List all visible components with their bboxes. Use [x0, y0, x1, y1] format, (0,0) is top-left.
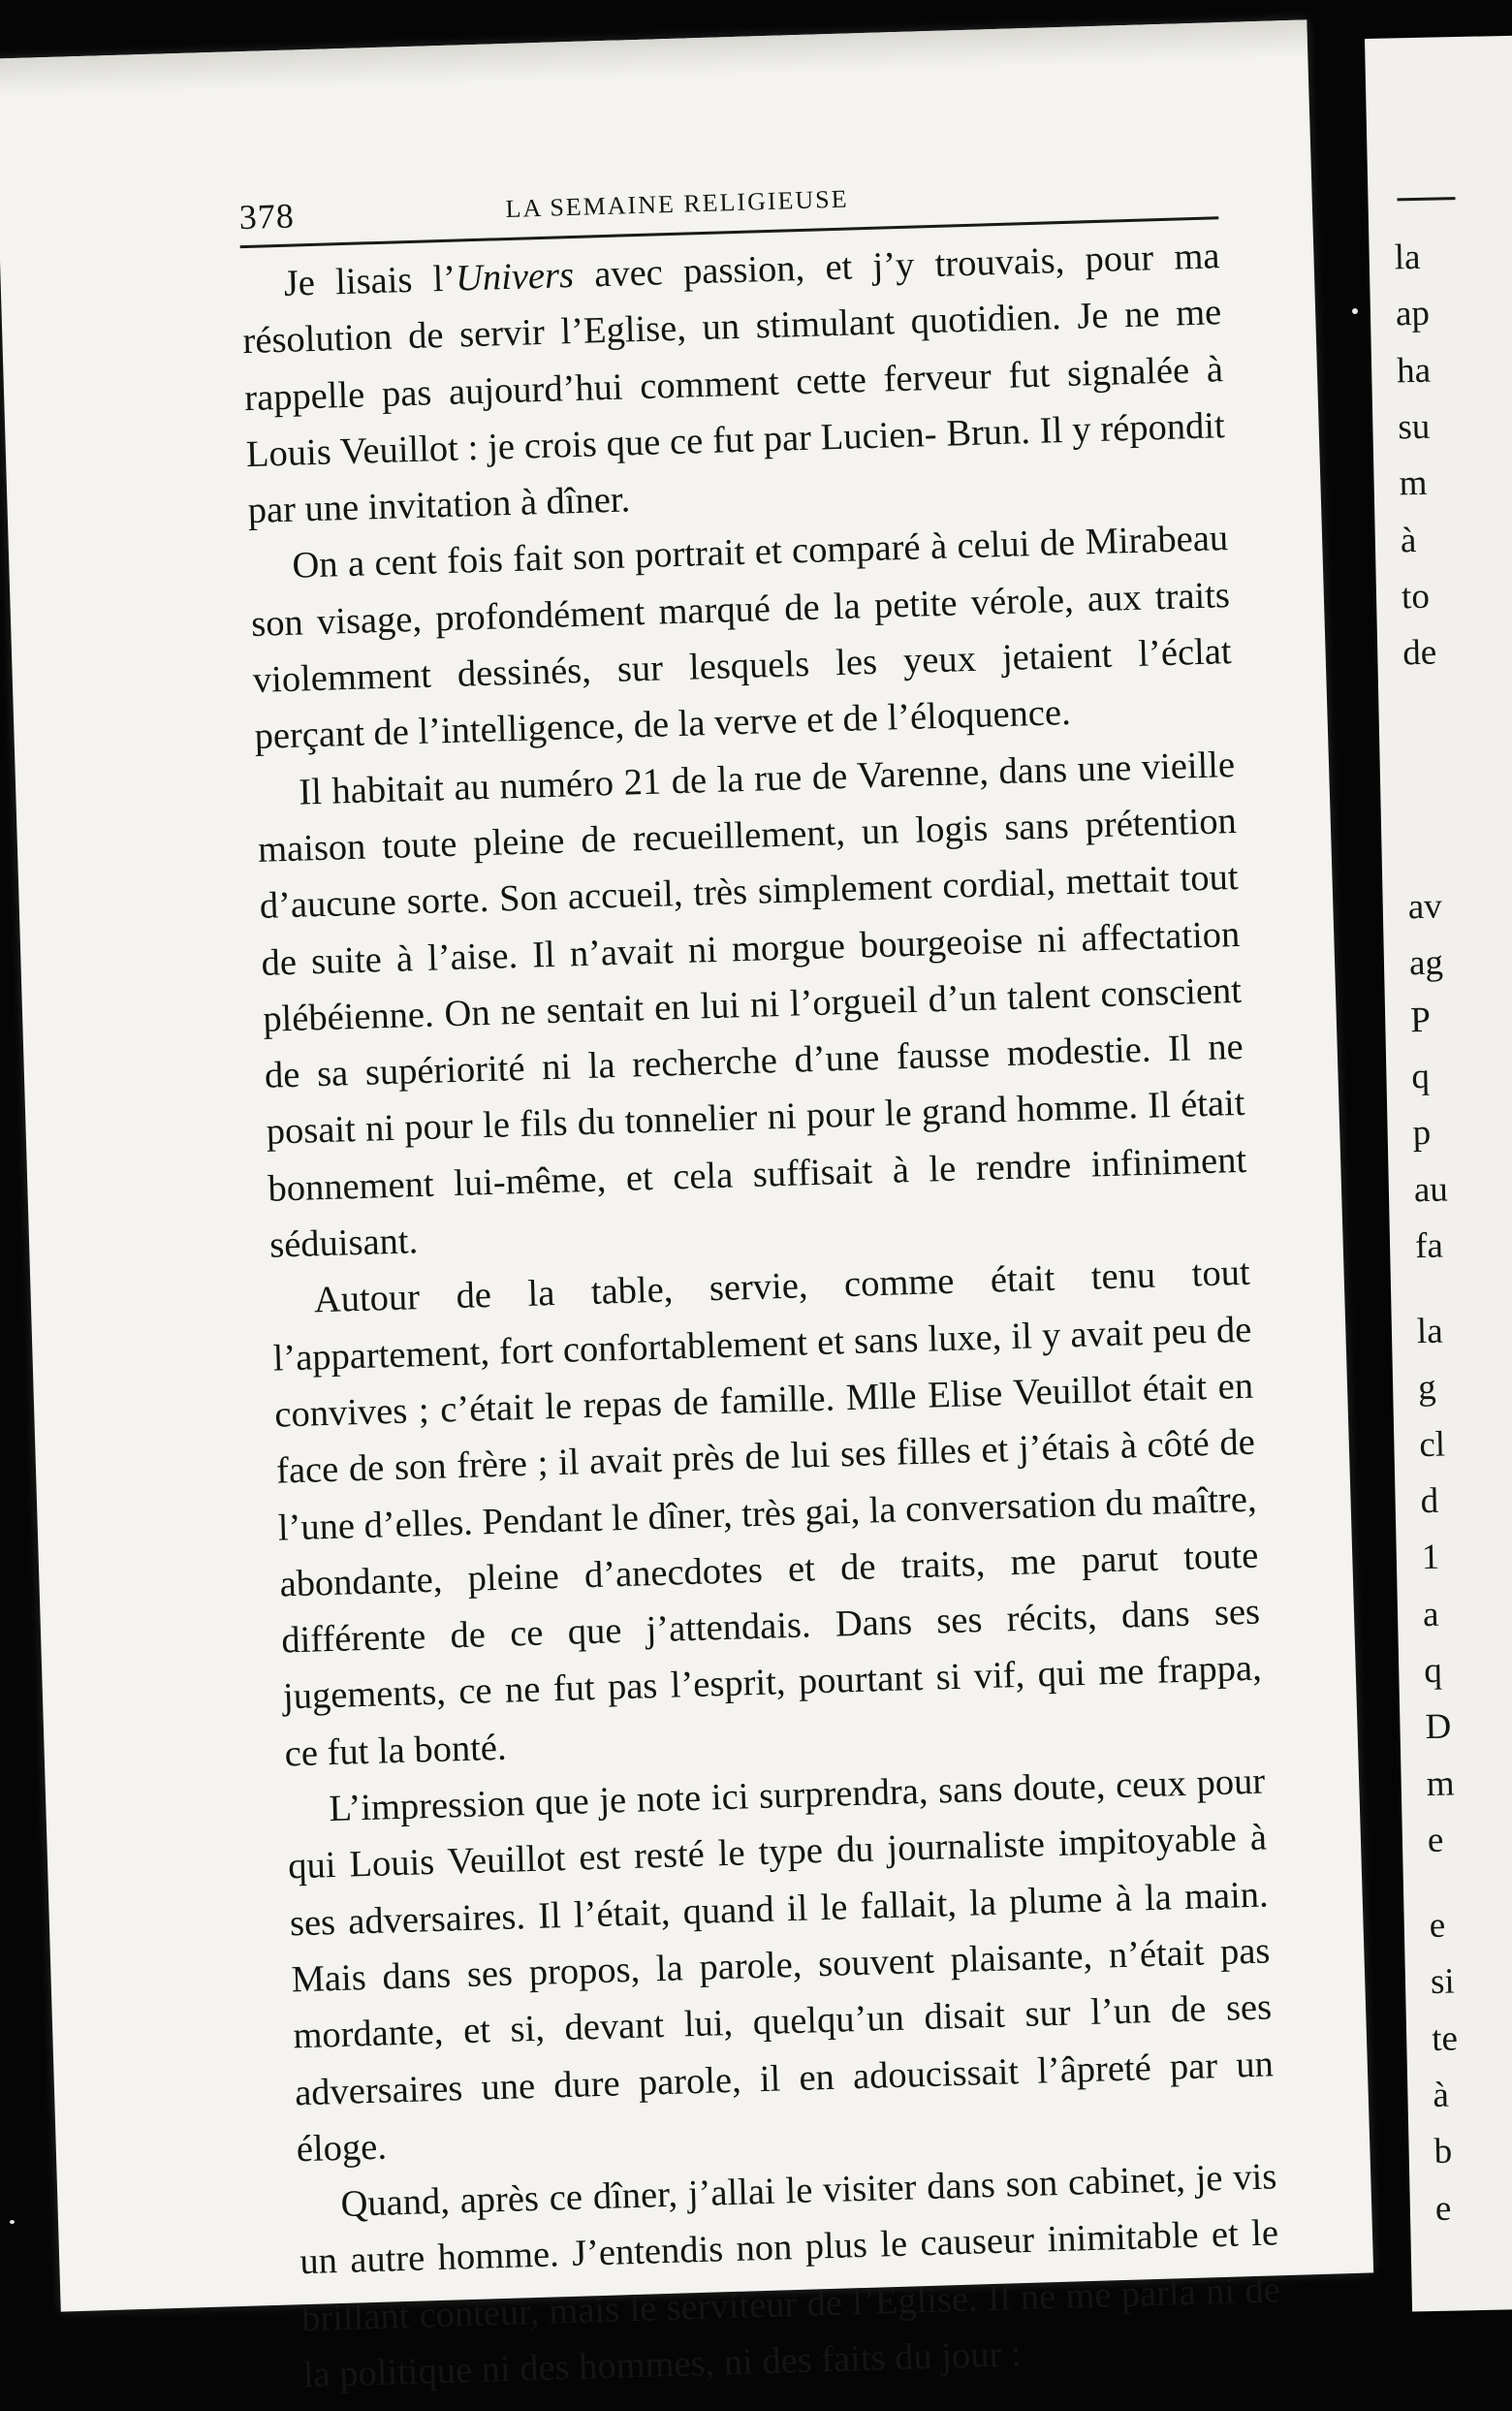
facing-page-line-fragment: ap	[1395, 293, 1431, 334]
facing-page-line-fragment: si	[1430, 1961, 1456, 2003]
facing-page-line-fragment: te	[1431, 2018, 1459, 2059]
dust-speck	[10, 2220, 15, 2224]
facing-page-line-fragment: D	[1425, 1706, 1452, 1748]
book-page	[0, 19, 1373, 2396]
facing-page-line-fragment: a	[1422, 1594, 1439, 1634]
facing-page-line-fragment: b	[1433, 2131, 1453, 2173]
facing-page-line-fragment: cl	[1418, 1424, 1446, 1465]
facing-page-line-fragment: P	[1409, 999, 1432, 1040]
facing-page-header-rule	[1397, 197, 1455, 201]
facing-page-line-fragment: la	[1416, 1311, 1444, 1352]
facing-page-line-fragment: au	[1413, 1168, 1449, 1210]
facing-page-line-fragment: ag	[1408, 942, 1444, 984]
facing-page-line-fragment: 1	[1421, 1538, 1440, 1578]
paragraph: On a cent fois fait son portrait et comparé à celui de Mirabeau son visage, profondément marqué de la petite vérole, aux traits violemment dessinés, sur lesquels les yeux jetaient l’éclat perçant de l’intelligence, de la verve et de l’éloquence.	[250, 518, 1233, 758]
facing-page-line-fragment: q	[1423, 1650, 1443, 1691]
facing-page-line-fragment: ha	[1396, 350, 1432, 391]
paragraph: Il habitait au numéro 21 de la rue de Varenne, dans une vieille maison toute pleine de recueillement, un logis sans prétention d’aucune sorte. Son accueil, très simplement cordial, mettait tout de suite à l’aise. Il n’avait ni morgue bourgeoise ni affectation plébéienne. On ne sentait en lui ni l’orgueil d’un talent conscient de sa supériorité ni la recherche d’une fausse modestie. Il ne posait ni pour le fils du tonnelier ni pour le grand homme. Il était bonnement lui-même, et cela suffisait à le rendre infiniment séduisant.	[257, 744, 1247, 1266]
paragraph: Autour de la table, servie, comme était tenu tout l’appartement, fort confortablement et sans luxe, il y avait peu de convives ; c’était le repas de famille. Mlle Elise Veuillot était en face de son frère ; il avait près de lui ses filles et j’étais à côté de l’une d’elles. Pendant le dîner, très gai, la conversation du maître, abondante, pleine d’anecdotes et de traits, me parut toute différente de ce que j’attendais. Dans ses récits, dans ses jugements, ce ne fut pas l’esprit, pourtant si vif, qui me frappa, ce fut la bonté.	[272, 1253, 1263, 1775]
facing-page-line-fragment: d	[1420, 1480, 1439, 1522]
facing-page-line-fragment: fa	[1414, 1225, 1444, 1266]
facing-page-line-fragment: to	[1401, 576, 1431, 618]
facing-page-line-fragment: la	[1394, 237, 1421, 278]
running-head: LA SEMAINE RELIGIEUSE	[505, 184, 849, 224]
facing-page-line-fragment: e	[1434, 2188, 1452, 2229]
facing-page-line-fragment: e	[1429, 1905, 1446, 1947]
facing-page-line-fragment: g	[1417, 1368, 1437, 1409]
facing-page-line-fragment: av	[1407, 886, 1443, 928]
paragraph: Je lisais l’Univers avec passion, et j’y trouvais, pour ma résolution de servir l’Eglise, un stimulant quotidien. Je ne me rappelle pas aujourd’hui comment cette ferveur fut signalée à Louis Veuillot : je crois que ce fut par Lucien- Brun. Il y répondit par une invitation à dîner.	[241, 236, 1226, 532]
facing-page-line-fragment: m	[1399, 462, 1428, 504]
facing-page-line-fragment: de	[1402, 632, 1437, 674]
body-text	[240, 228, 1282, 2403]
facing-page-line-fragment: e	[1427, 1820, 1444, 1860]
facing-page-line-fragment: q	[1411, 1056, 1431, 1097]
page-number: 378	[238, 196, 296, 238]
facing-page-line-fragment: à	[1400, 520, 1417, 560]
facing-page-line-fragment: su	[1397, 406, 1431, 448]
paragraph: L’impression que je note ici surprendra, sans doute, ceux pour qui Louis Veuillot est resté le type du journaliste impitoyable à ses adversaires. Il l’était, quand il le fallait, la plume à la main. Mais dans ses propos, la parole, souvent plaisante, n’était pas mordante, et si, devant lui, quelqu’un disait sur l’un de ses adversaires une dure parole, il en adoucissait l’âpreté par un éloge.	[287, 1761, 1275, 2171]
facing-page-line-fragment: à	[1433, 2075, 1450, 2115]
paragraph: Quand, après ce dîner, j’allai le visiter dans son cabinet, je vis un autre homme. J’entendis non plus le causeur inimitable et le brillant conteur, mais le serviteur de l’Eglise. Il ne me parla ni de la politique ni des hommes, ni des faits du jour :	[299, 2156, 1281, 2396]
facing-page-line-fragment: p	[1412, 1113, 1432, 1154]
facing-page-line-fragment: m	[1426, 1762, 1455, 1804]
dust-speck	[1352, 308, 1358, 314]
